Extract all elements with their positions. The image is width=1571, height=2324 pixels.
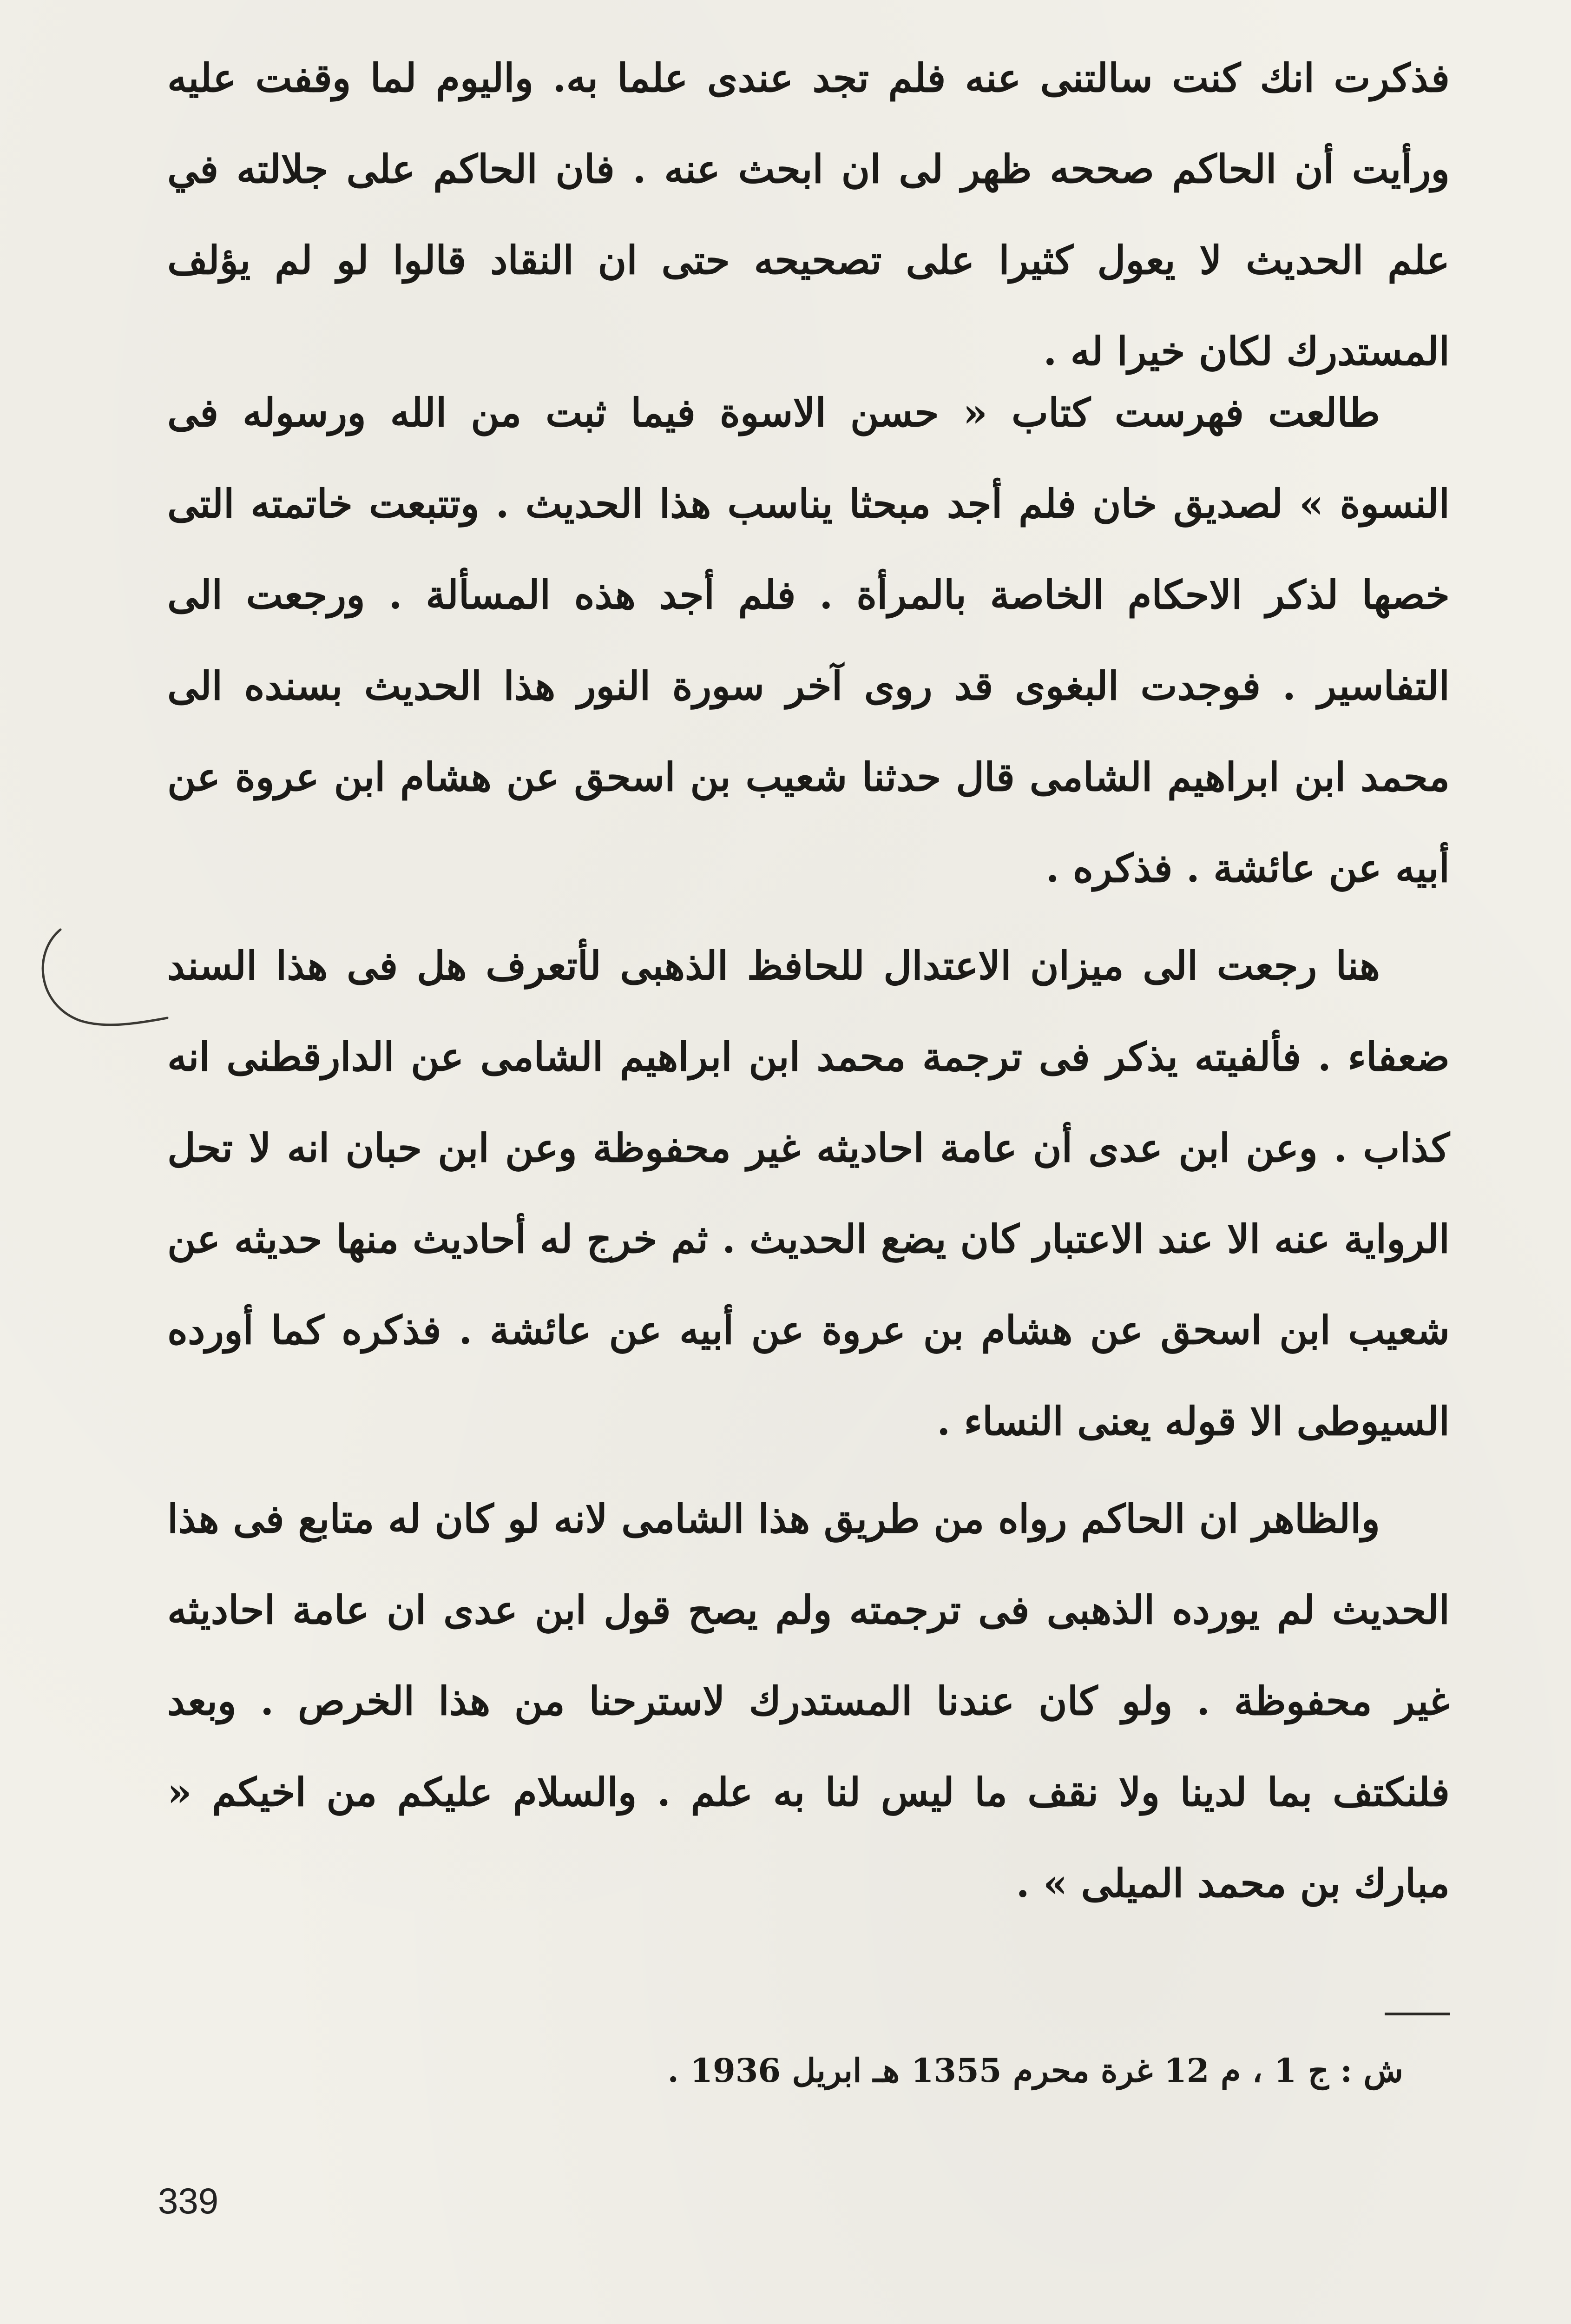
paragraph-4 bbox=[167, 1473, 1450, 1929]
margin-bracket-mark bbox=[28, 920, 181, 1041]
footnote: ش : ج 1 ، م 12 غرة محرم 1355 هـ ابريل 1936 . bbox=[667, 2051, 1403, 2090]
paragraph-text: والظاهر ان الحاكم رواه من طريق هذا الشامى لانه لو كان له متابع فى هذا الحديث لم يورده الذهبى فى ترجمته ولم يصح قول ابن عدى ان عامة احاديثه غير محفوظة . ولو كان عندنا المستدرك لاسترحنا من هذا الخرص . وبعد فلنكتف بما لدينا ولا نقف ما ليس لنا به علم . والسلام عليكم من اخيكم « مبارك بن محمد الميلى » . bbox=[167, 1496, 1450, 1906]
paragraph-1 bbox=[167, 33, 1450, 397]
paragraph-text: فذكرت انك كنت سالتنى عنه فلم تجد عندى علما به. واليوم لما وقفت عليه ورأيت أن الحاكم صححه ظهر لى ان ابحث عنه . فان الحاكم على جلالته في علم الحديث لا يعول كثيرا على تصحيحه حتى ان النقاد قالوا لو لم يؤلف المستدرك لكان خيرا له . bbox=[167, 55, 1450, 374]
paragraph-text: طالعت فهرست كتاب « حسن الاسوة فيما ثبت من الله ورسوله فى النسوة » لصديق خان فلم أجد مبحثا يناسب هذا الحديث . وتتبعت خاتمته التى خصها لذكر الاحكام الخاصة بالمرأة . فلم أجد هذه المسألة . ورجعت الى التفاسير . فوجدت البغوى قد روى آخر سورة النور هذا الحديث بسنده الى محمد ابن ابراهيم الشامى قال حدثنا شعيب بن اسحق عن هشام ابن عروة عن أبيه عن عائشة . فذكره . bbox=[167, 390, 1450, 891]
footnote-divider bbox=[1385, 2013, 1450, 2015]
paragraph-3 bbox=[167, 920, 1450, 1467]
page-number: 339 bbox=[158, 2180, 219, 2221]
paragraph-text: هنا رجعت الى ميزان الاعتدال للحافظ الذهبى لأتعرف هل فى هذا السند ضعفاء . فألفيته يذكر فى ترجمة محمد ابن ابراهيم الشامى عن الدارقطنى انه كذاب . وعن ابن عدى أن عامة احاديثه غير محفوظة وعن ابن حبان انه لا تحل الرواية عنه الا عند الاعتبار كان يضع الحديث . ثم خرج له أحاديث منها حديثه عن شعيب ابن اسحق عن هشام بن عروة عن أبيه عن عائشة . فذكره كما أورده السيوطى الا قوله يعنى النساء . bbox=[167, 943, 1450, 1444]
paragraph-2 bbox=[167, 367, 1450, 914]
